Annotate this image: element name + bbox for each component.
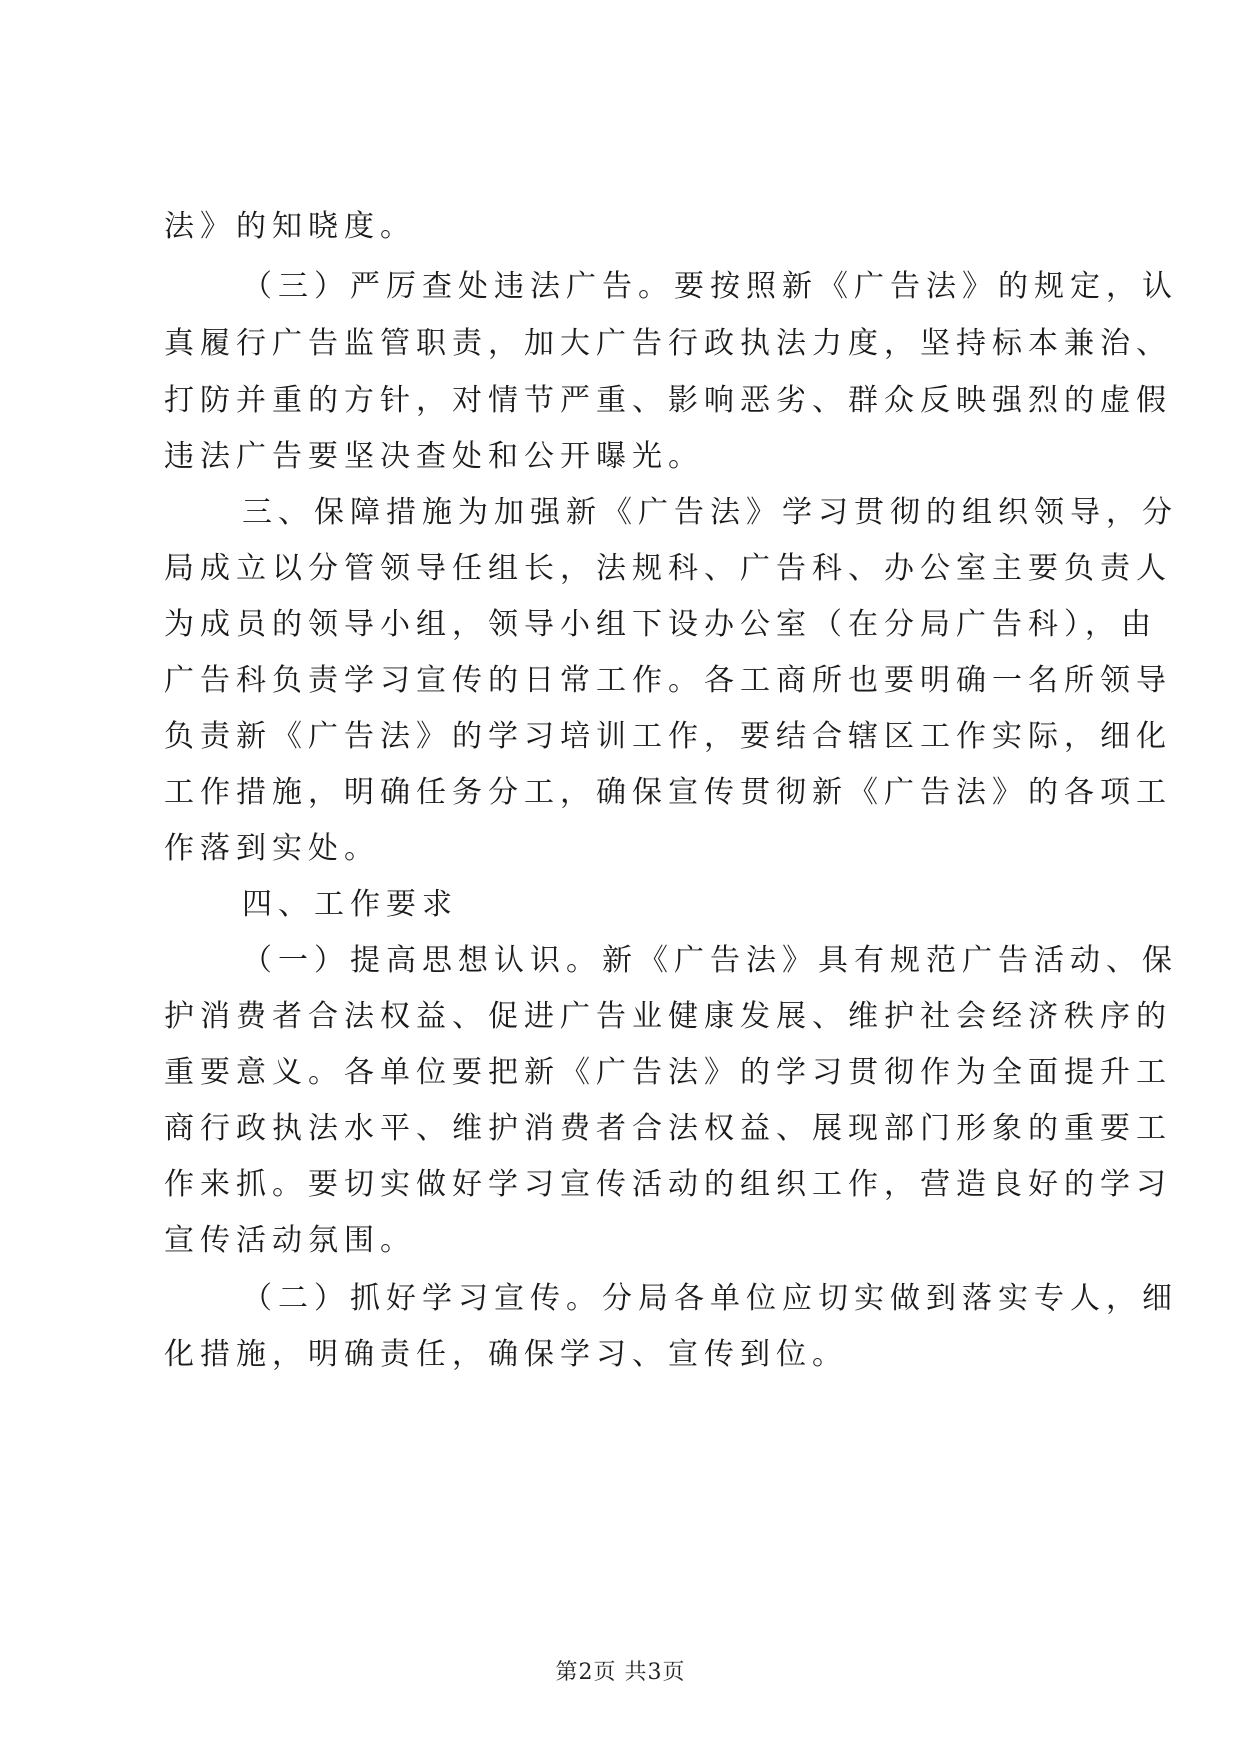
body-line: 法》的知晓度。 [164, 209, 416, 244]
body-line: 化措施，明确责任，确保学习、宣传到位。 [164, 1337, 848, 1372]
body-line: 广告科负责学习宣传的日常工作。各工商所也要明确一名所领导 [164, 663, 1172, 698]
body-line: 作落到实处。 [164, 831, 380, 866]
body-line: 宣传活动氛围。 [164, 1223, 416, 1258]
body-line: （一）提高思想认识。新《广告法》具有规范广告活动、保 [242, 943, 1178, 978]
body-line: 局成立以分管领导任组长，法规科、广告科、办公室主要负责人 [164, 551, 1172, 586]
body-line: 作来抓。要切实做好学习宣传活动的组织工作，营造良好的学习 [164, 1167, 1172, 1202]
body-line: 打防并重的方针，对情节严重、影响恶劣、群众反映强烈的虚假 [164, 383, 1172, 418]
body-line: 为成员的领导小组，领导小组下设办公室（在分局广告科），由 [164, 607, 1157, 642]
body-line: 商行政执法水平、维护消费者合法权益、展现部门形象的重要工 [164, 1111, 1172, 1146]
body-line: 三、保障措施为加强新《广告法》学习贯彻的组织领导，分 [242, 495, 1178, 530]
body-line: 护消费者合法权益、促进广告业健康发展、维护社会经济秩序的 [164, 999, 1172, 1034]
page-footer: 第2页 共3页 [555, 1660, 686, 1685]
body-line: 负责新《广告法》的学习培训工作，要结合辖区工作实际，细化 [164, 719, 1172, 754]
body-line: 违法广告要坚决查处和公开曝光。 [164, 439, 704, 474]
body-line: （二）抓好学习宣传。分局各单位应切实做到落实专人，细 [242, 1281, 1178, 1316]
body-line: 工作措施，明确任务分工，确保宣传贯彻新《广告法》的各项工 [164, 775, 1172, 810]
body-line: 真履行广告监管职责，加大广告行政执法力度，坚持标本兼治、 [164, 326, 1172, 361]
section-heading: 四、工作要求 [242, 887, 458, 922]
body-line: （三）严厉查处违法广告。要按照新《广告法》的规定，认 [242, 269, 1178, 304]
body-line: 重要意义。各单位要把新《广告法》的学习贯彻作为全面提升工 [164, 1055, 1172, 1090]
